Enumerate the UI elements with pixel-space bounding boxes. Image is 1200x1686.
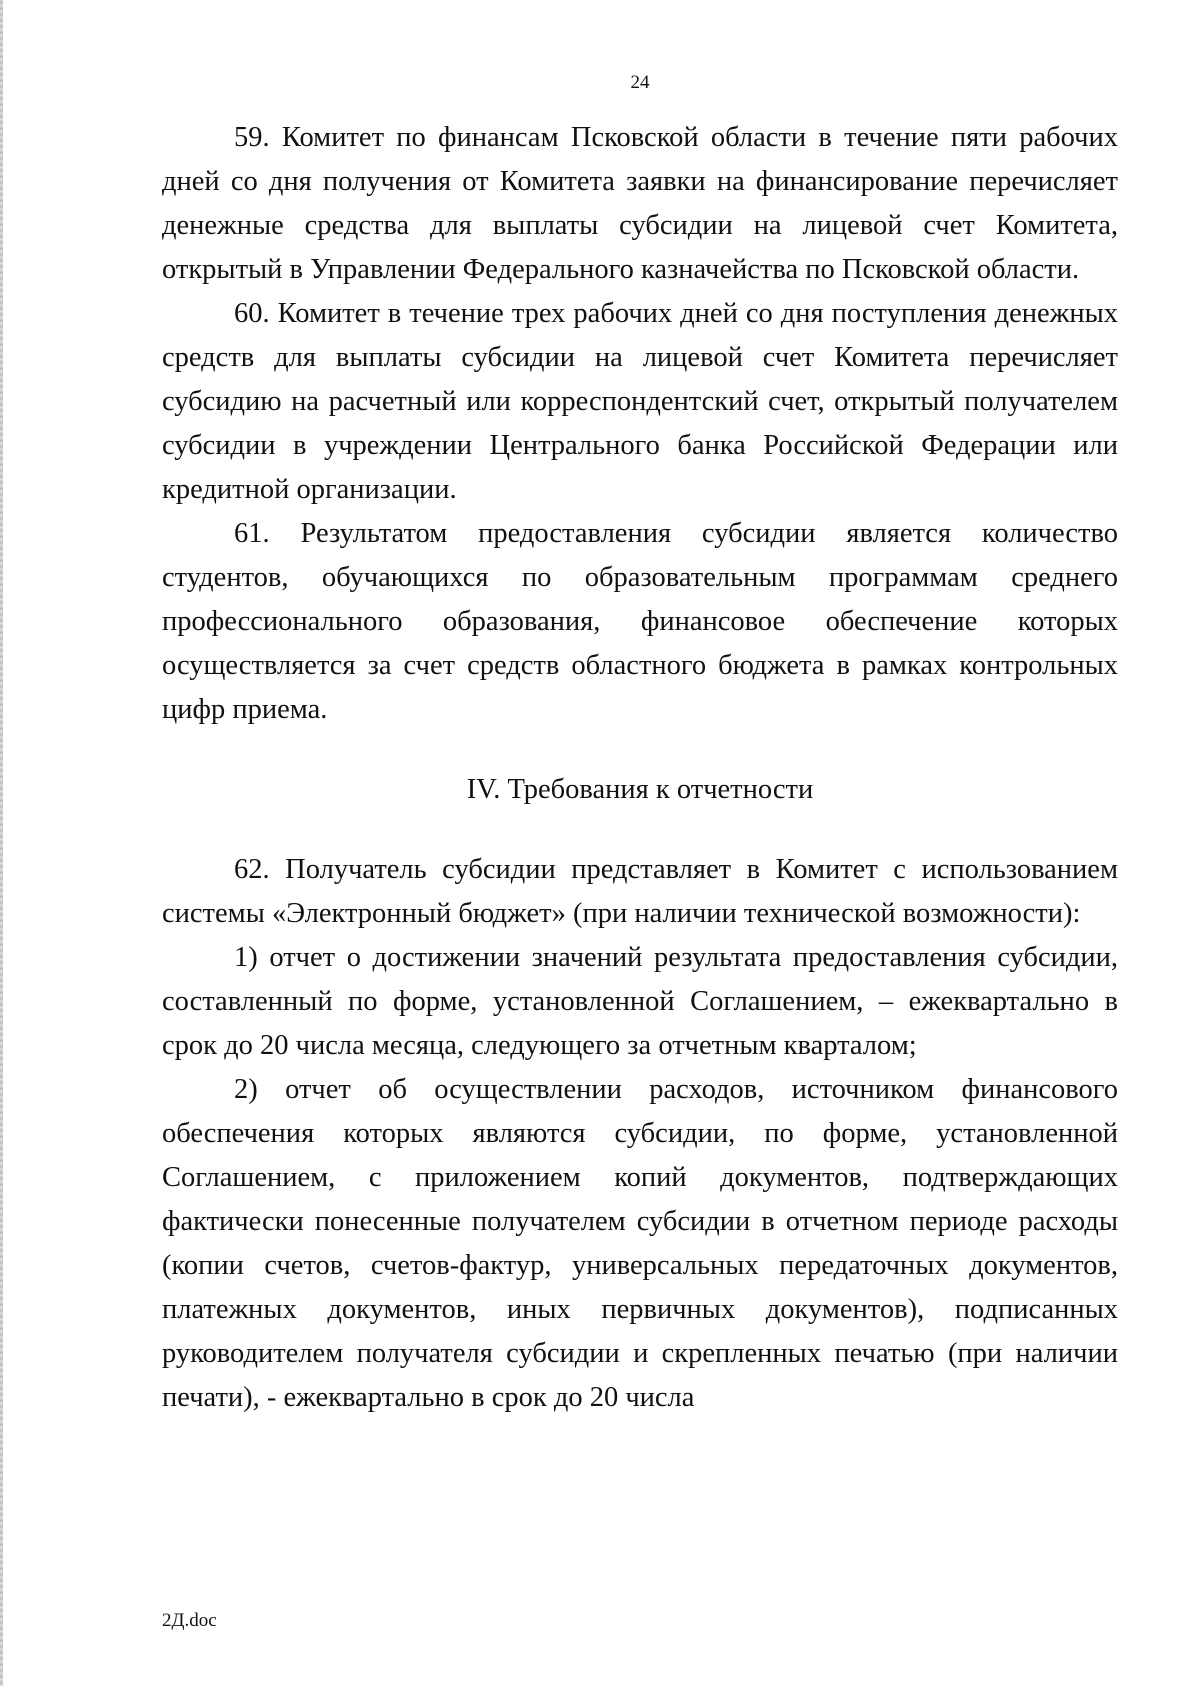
paragraph-59: 59. Комитет по финансам Псковской области в течение пяти рабочих дней со дня получения от Комитета заявки на финансирование перечисляет денежные средства для выплаты субсидии на лицевой счет Комитета, открытый в Управлении Федерального казначейства по Псковской области.	[162, 122, 1118, 285]
paragraph-62: 62. Получатель субсидии представляет в Комитет с использованием системы «Электронный бюджет» (при наличии технической возможности):	[162, 854, 1118, 929]
paragraph-62-item-2: 2) отчет об осуществлении расходов, источником финансового обеспечения которых являются субсидии, по форме, установленной Соглашением, с приложением копий документов, подтверждающих фактически понесенные получателем субсидии в отчетном периоде расходы (копии счетов, счетов-фактур, универсальных передаточных документов, платежных документов, иных первичных документов), подписанных руководителем получателя субсидии и скрепленных печатью (при наличии печати), - ежеквартально в срок до 20 числа	[162, 1074, 1118, 1413]
scan-edge	[0, 0, 3, 1686]
paragraph-62-item-1: 1) отчет о достижении значений результата предоставления субсидии, составленный по форме, установленной Соглашением, – ежеквартально в срок до 20 числа месяца, следующего за отчетным кварталом;	[162, 942, 1118, 1061]
section-heading: IV. Требования к отчетности	[466, 774, 814, 805]
document-body	[162, 116, 1118, 1420]
paragraph-60: 60. Комитет в течение трех рабочих дней со дня поступления денежных средств для выплаты субсидии на лицевой счет Комитета перечисляет субсидию на расчетный или корреспондентский счет, открытый получателем субсидии в учреждении Центрального банка Российской Федерации или кредитной организации.	[162, 298, 1118, 505]
footer-filename: 2Д.doc	[162, 1610, 217, 1631]
paragraph-61: 61. Результатом предоставления субсидии является количество студентов, обучающихся по образовательным программам среднего профессионального образования, финансовое обеспечение которых осуществляется за счет средств областного бюджета в рамках контрольных цифр приема.	[162, 518, 1118, 725]
page-number: 24	[630, 72, 650, 93]
